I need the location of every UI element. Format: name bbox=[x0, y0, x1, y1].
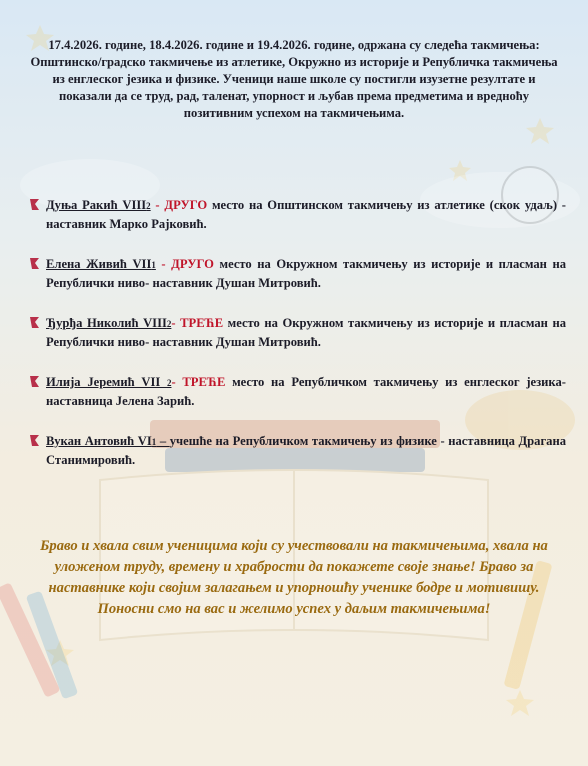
class-number: 2 bbox=[166, 319, 172, 329]
bullet-icon bbox=[30, 376, 39, 387]
achievement-text: место на Окружном такмичењу из историје и пласман на Републички ниво- наставник Душан Митровић. bbox=[46, 316, 567, 349]
separator: - bbox=[171, 375, 183, 389]
student-name: Ђурђа Николић VIII bbox=[46, 316, 167, 330]
bullet-icon bbox=[30, 317, 39, 328]
achievement-text: место на Окружном такмичењу из историје и пласман на Републички ниво- наставник Душан Митровић. bbox=[46, 257, 567, 290]
list-item bbox=[30, 432, 566, 469]
list-item bbox=[30, 314, 566, 351]
place-label: ТРЕЋЕ bbox=[180, 316, 224, 330]
separator: - bbox=[155, 257, 172, 271]
class-number: 2 bbox=[146, 201, 151, 211]
student-name: Елена Живић VII bbox=[46, 257, 152, 271]
list-item bbox=[30, 373, 566, 410]
achievements-list bbox=[30, 196, 566, 491]
achievement-text: место на Републичком такмичењу из енглеског језика- наставница Јелена Зарић. bbox=[46, 375, 566, 408]
student-name: Вукан Антовић VI bbox=[46, 434, 152, 448]
class-number: 1 bbox=[151, 260, 156, 270]
bullet-icon bbox=[30, 199, 39, 210]
student-name: Дуња Ракић VIII bbox=[46, 198, 147, 212]
place-label: ДРУГО bbox=[164, 198, 208, 212]
place-label: ТРЕЋЕ bbox=[182, 375, 226, 389]
student-name: Илија Јеремић VII bbox=[46, 375, 167, 389]
place-label: ДРУГО bbox=[171, 257, 214, 271]
class-number: 2 bbox=[166, 378, 172, 388]
separator: - bbox=[150, 198, 165, 212]
bullet-icon bbox=[30, 258, 39, 269]
intro-paragraph: 17.4.2026. године, 18.4.2026. године и 19.4.2026. године, одржана су следећа такмичења: Општинско/градско такмичење из атлетике, Окружно из историје и Републичка такмичења из енглеског језика и физике. Ученици наше школе су постигли изузетне резултате и показали да се труд, рад, таленат, упорност и љубав према предметима и вредноћу позитивним успехом на такмичењима. bbox=[30, 38, 558, 120]
list-item bbox=[30, 196, 566, 233]
bullet-icon bbox=[30, 435, 39, 446]
separator: – bbox=[156, 434, 170, 448]
achievement-text: место на Општинском такмичењу из атлетике (скок удаљ) - наставник Марко Рајковић. bbox=[46, 198, 566, 231]
class-number: 1 bbox=[151, 437, 157, 447]
closing-message: Браво и хвала свим ученицима који су учествовали на такмичењима, хвала на уложеном труду, времену и храбрости да покажете своје знање! Браво за наставнике који својим залагањем и упорношћу ученике бодре и мотивишу. Поносни смо на вас и желимо успех у даљим такмичењима! bbox=[40, 538, 548, 617]
list-item bbox=[30, 255, 566, 292]
separator: - bbox=[171, 316, 181, 330]
achievement-text: учешће на Републичком такмичењу из физике - наставница Драгана Станимировић. bbox=[46, 434, 567, 467]
